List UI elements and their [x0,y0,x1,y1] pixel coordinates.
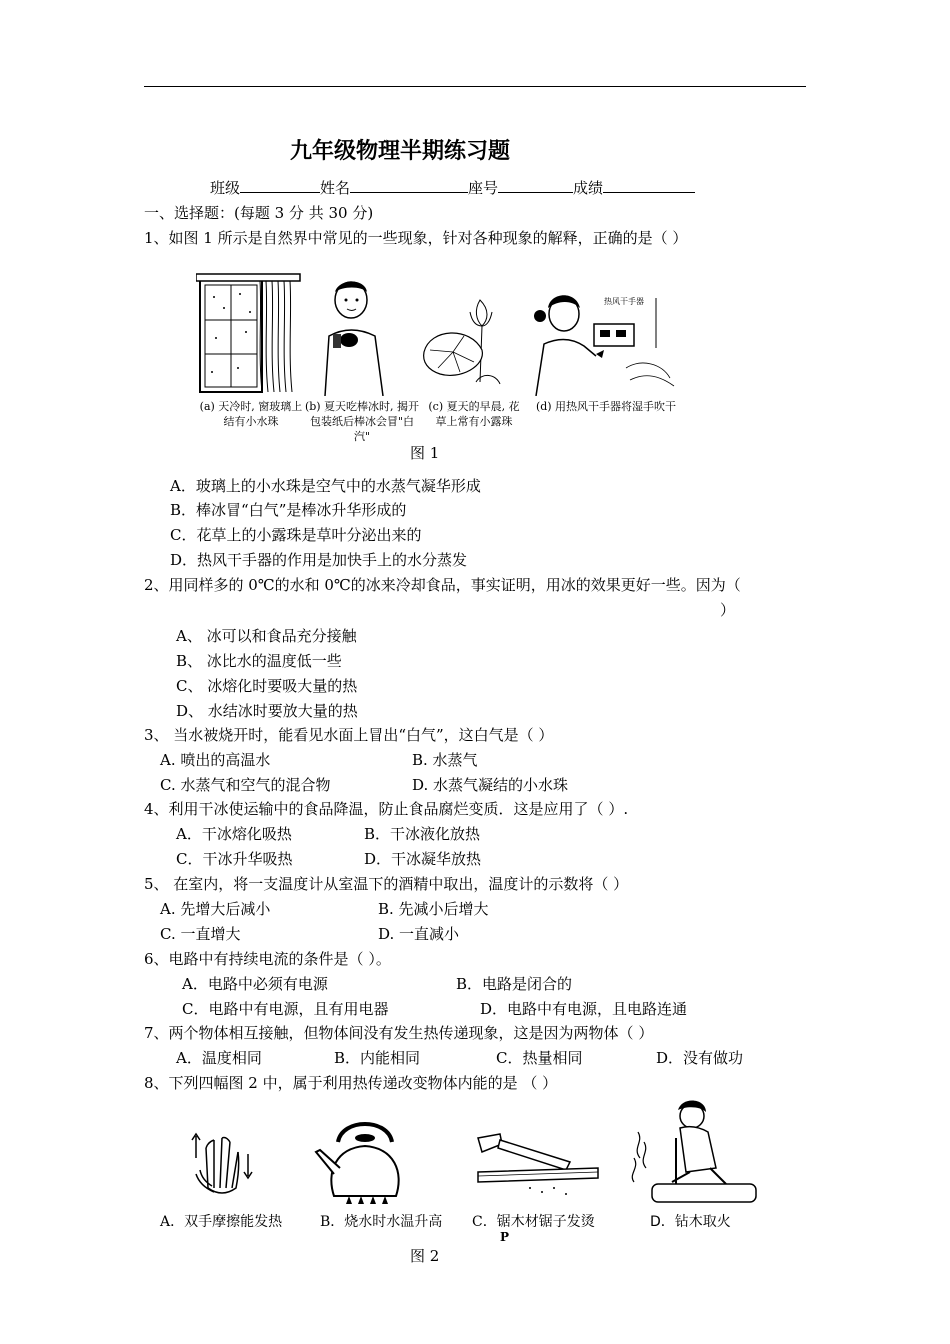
q7-option-d[interactable]: D．没有做功 [656,1049,744,1067]
fig2-caption-c[interactable]: C．锯木材锯子发烫 [472,1214,595,1230]
fig1-caption-c [420,399,528,429]
q6-option-c[interactable]: C．电路中有电源，且有用电器 [182,1000,389,1018]
fig1-boy-popsicle-image [315,278,395,396]
score-label: 成绩 [573,179,604,197]
q7-option-c[interactable]: C．热量相同 [496,1049,583,1067]
q5-stem: 5、 在室内，将一支温度计从室温下的酒精中取出，温度计的示数将（ ） [144,875,629,893]
fig2-caption-a[interactable]: A．双手摩擦能发热 [160,1214,283,1230]
fig1-caption-d-line1: (d) 用热风干手器将湿手吹干 [535,400,677,413]
section-heading: 一、选择题：(每题 3 分 共 30 分) [144,204,374,222]
q5-option-a[interactable]: A. 先增大后减小 [160,900,271,918]
name-label: 姓名 [320,179,351,197]
fig1-label: 图 1 [410,444,440,462]
fig2-caption-b[interactable]: B．烧水时水温升高 [320,1214,443,1230]
student-info-line [210,178,695,198]
q6-stem: 6、电路中有持续电流的条件是（ ）。 [144,950,391,968]
fig1-caption-a [196,399,306,429]
seat-blank[interactable] [498,178,573,193]
fig1-caption-b-line2: 包装纸后棒冰会冒"白汽" [309,415,415,443]
q8-stem: 8、下列四幅图 2 中，属于利用热传递改变物体内能的是 （ ） [144,1074,558,1092]
fig1-caption-b [304,399,420,444]
fig2-hands-rubbing-image [186,1118,256,1198]
fig2-label: 图 2 [410,1247,440,1265]
header-rule [144,86,806,87]
dryer-label: 热风干手器 [604,297,644,306]
fig1-caption-b-line1: (b) 夏天吃棒冰时, 揭开 [304,400,420,413]
q7-option-b[interactable]: B．内能相同 [334,1049,421,1067]
fig2-saw-image [470,1130,604,1200]
name-blank[interactable] [350,178,468,193]
q2-option-d[interactable]: D、 水结冰时要放大量的热 [176,702,358,720]
q6-option-b[interactable]: B．电路是闭合的 [456,975,573,993]
q1-option-b[interactable]: B．棒冰冒“白气”是棒冰升华形成的 [170,501,407,519]
fig2-drill-fire-image [630,1098,762,1208]
fig1-caption-a-line1: (a) 天冷时, 窗玻璃上 [199,400,303,413]
q4-option-d[interactable]: D．干冰凝华放热 [364,850,482,868]
q6-option-a[interactable]: A．电路中必须有电源 [182,975,328,993]
q4-option-a[interactable]: A．干冰熔化吸热 [176,825,292,843]
q1-stem: 1、如图 1 所示是自然界中常见的一些现象，针对各种现象的解释，正确的是（ ） [144,229,688,247]
q3-stem: 3、 当水被烧开时，能看见水面上冒出“白气”，这白气是（ ） [144,726,554,744]
fig1-hand-dryer-image [530,288,678,396]
q2-option-a[interactable]: A、 冰可以和食品充分接触 [176,627,357,645]
score-blank[interactable] [603,178,695,193]
q7-option-a[interactable]: A．温度相同 [176,1049,262,1067]
class-blank[interactable] [240,178,320,193]
q2-stem: 2、用同样多的 0℃的水和 0℃的冰来冷却食品，事实证明，用冰的效果更好一些。因为（ [144,576,741,594]
q2-option-c[interactable]: C、 冰熔化时要吸大量的热 [176,677,358,695]
q6-option-d[interactable]: D．电路中有电源，且电路连通 [480,1000,688,1018]
q3-option-b[interactable]: B. 水蒸气 [412,751,478,769]
q3-option-a[interactable]: A. 喷出的高温水 [160,751,271,769]
q2-stem-end: ） [720,601,736,619]
q1-option-d[interactable]: D．热风干手器的作用是加快手上的水分蒸发 [170,551,468,569]
fig1-caption-c-line1: (c) 夏天的早晨, 花 [428,400,520,413]
fig1-lotus-image [420,292,512,392]
class-label: 班级 [210,179,241,197]
q1-option-a[interactable]: A．玻璃上的小水珠是空气中的水蒸气凝华形成 [170,477,481,495]
fig1-caption-d [532,399,680,414]
q4-option-c[interactable]: C．干冰升华吸热 [176,850,293,868]
q3-option-c[interactable]: C. 水蒸气和空气的混合物 [160,776,331,794]
q4-option-b[interactable]: B．干冰液化放热 [364,825,481,843]
stray-mark: P [500,1230,510,1244]
q5-option-b[interactable]: B. 先减小后增大 [378,900,489,918]
q3-option-d[interactable]: D. 水蒸气凝结的小水珠 [412,776,569,794]
q4-stem: 4、利用干冰使运输中的食品降温，防止食品腐烂变质．这是应用了（ ）. [144,800,629,818]
fig2-kettle-image [312,1112,418,1206]
fig1-caption-c-line2: 草上常有小露珠 [435,415,513,428]
fig1-window-image [196,272,302,394]
q5-option-c[interactable]: C. 一直增大 [160,925,241,943]
q7-stem: 7、两个物体相互接触，但物体间没有发生热传递现象，这是因为两物体（ ） [144,1024,654,1042]
seat-label: 座号 [468,179,499,197]
q1-option-c[interactable]: C．花草上的小露珠是草叶分泌出来的 [170,526,422,544]
page-title: 九年级物理半期练习题 [290,139,511,164]
q2-option-b[interactable]: B、 冰比水的温度低一些 [176,652,342,670]
fig2-caption-d[interactable]: D．钻木取火 [650,1214,731,1230]
q5-option-d[interactable]: D. 一直减小 [378,925,460,943]
fig1-caption-a-line2: 结有小水珠 [223,415,279,428]
